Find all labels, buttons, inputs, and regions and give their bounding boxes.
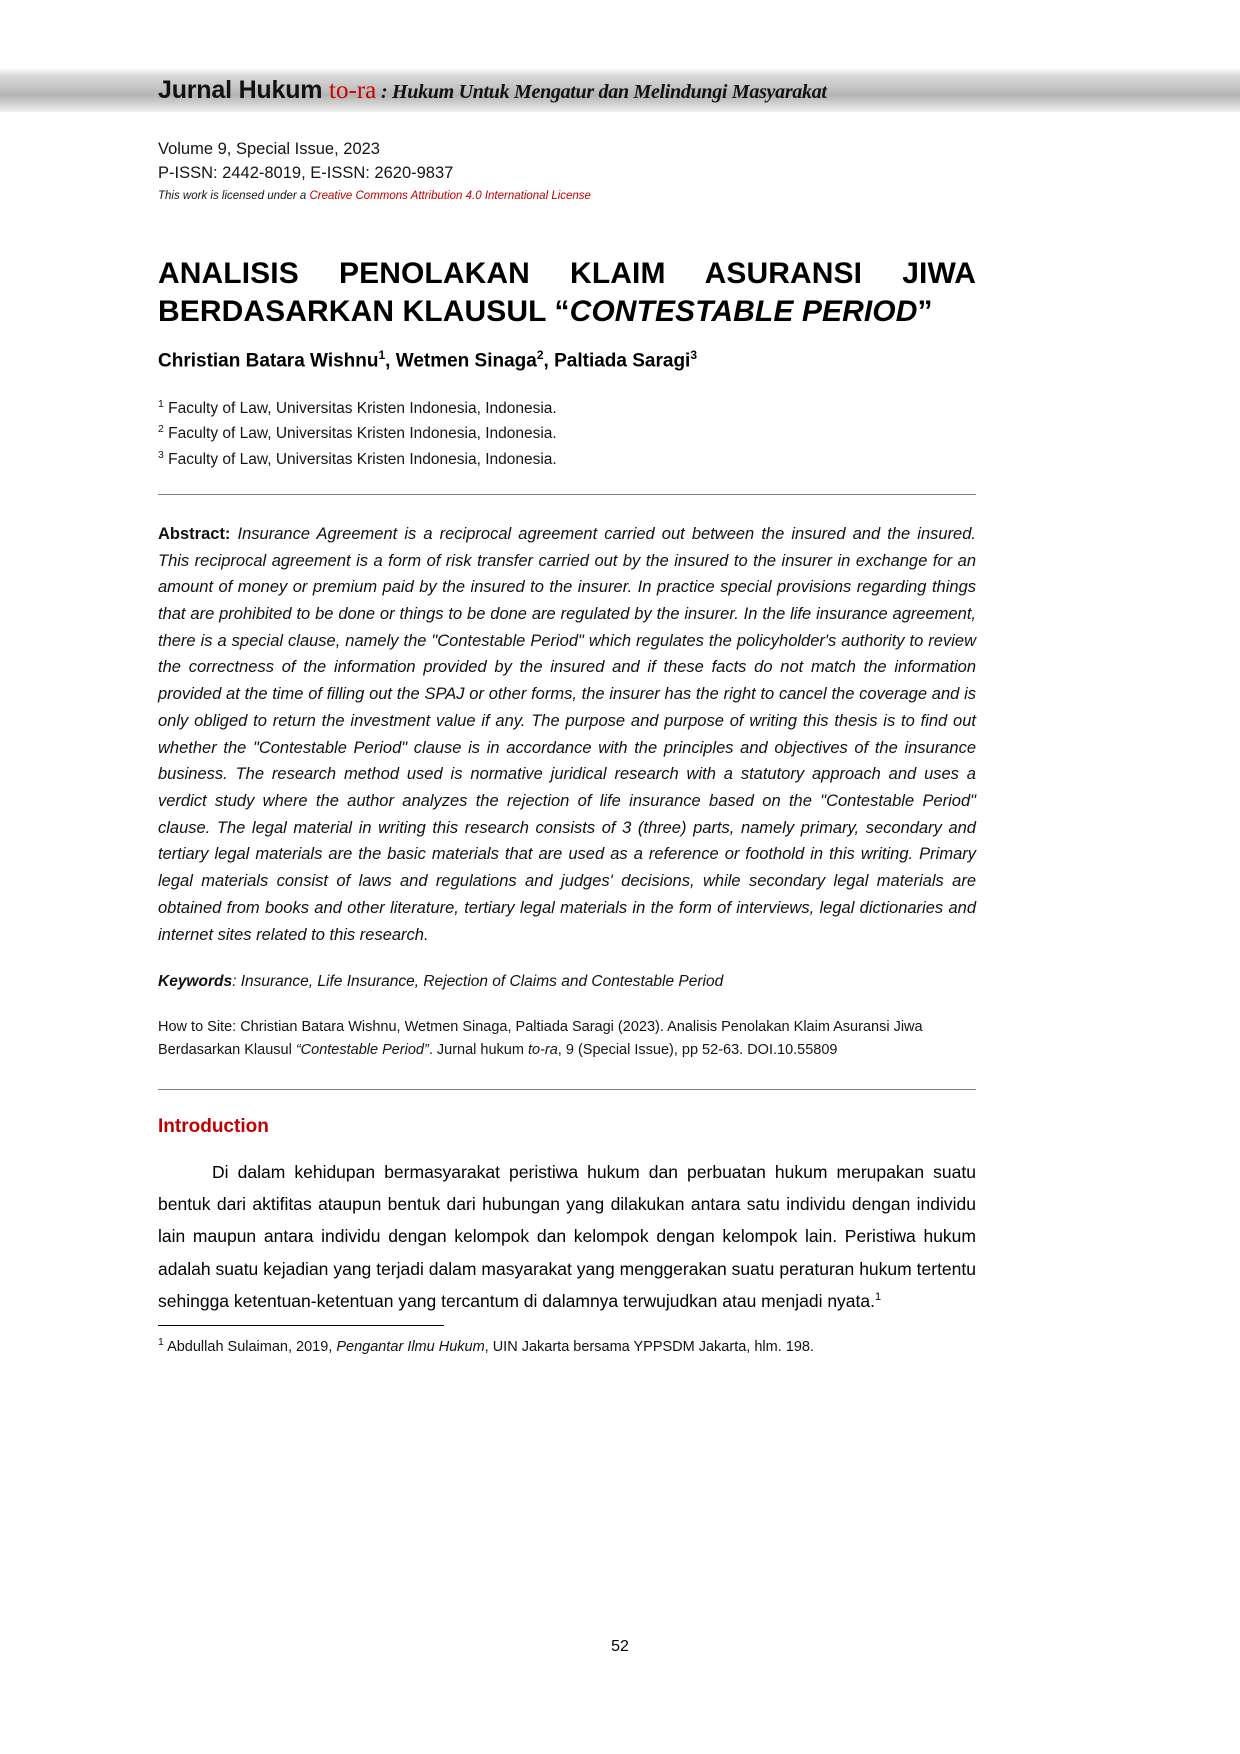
page-content-column: [158, 0, 976, 1359]
footnote-separator-rule: [158, 1325, 444, 1326]
volume-line: Volume 9, Special Issue, 2023: [158, 140, 380, 158]
how-to-cite-part3: , 9 (Special Issue), pp 52-63. DOI.10.55809: [557, 1042, 838, 1059]
introduction-top-divider: [158, 1089, 976, 1090]
keywords-label: Keywords: [158, 973, 233, 991]
abstract-body: Insurance Agreement is a reciprocal agreement carried out between the insured and the insured. This reciprocal agreement is a form of risk transfer carried out by the insured to the insurer in exchange for an amount of money or premium paid by the insured to the insurer. In practice special provisions regarding things that are prohibited to be done or things to be done are regulated by the insurer. In the life insurance agreement, there is a special clause, namely the "Contestable Period" which regulates the policyholder's authority to review the correctness of the information provided by the insured and if these facts do not match the information provided at the time of filling out the SPAJ or other forms, the insurer has the right to cancel the coverage and is only obliged to return the investment value if any. The purpose and purpose of writing this thesis is to find out whether the "Contestable Period" clause is in accordance with the principles and objectives of the insurance business. The research method used is normative juridical research with a statutory approach and uses a verdict study where the author analyzes the rejection of life insurance based on the "Contestable Period" clause. The legal material in writing this research consists of 3 (three) parts, namely primary, secondary and tertiary legal materials are the basic materials that are used as a reference or foothold in this writing. Primary legal materials consist of laws and regulations and judges' decisions, while secondary legal materials are obtained from books and other literature, tertiary legal materials in the form of interviews, legal dictionaries and internet sites related to this research.: [158, 524, 976, 944]
license-prefix-text: This work is licensed under a: [158, 189, 310, 202]
how-to-cite-italic-journal: to-ra: [527, 1042, 558, 1059]
how-to-cite-part2: . Jurnal hukum: [428, 1042, 528, 1059]
introduction-paragraph-text: Di dalam kehidupan bermasyarakat peristiwa hukum dan perbuatan hukum merupakan suatu bentuk dari aktifitas ataupun bentuk dari hubungan yang dilakukan antara satu individu dengan individu lain maupun antara individu dengan kelompok dan kelompok dengan kelompok lain. Peristiwa hukum adalah suatu kejadian yang terjadi dalam masyarakat yang menggerakan suatu peraturan hukum tertentu sehingga ketentuan-ketentuan yang tercantum di dalamnya terwujudkan atau menjadi nyata.: [158, 1161, 976, 1312]
article-title-part1: ANALISIS PENOLAKAN KLAIM ASURANSI JIWA BERDASARKAN KLAUSUL “: [158, 256, 976, 328]
author-affiliation-marker-2: 2: [536, 348, 544, 363]
author-name-3: , Paltiada Saragi: [543, 350, 691, 372]
article-title-italic: CONTESTABLE PERIOD: [569, 294, 918, 328]
license-link[interactable]: Creative Commons Attribution 4.0 International License: [309, 189, 591, 202]
footnote-marker: 1: [158, 1336, 164, 1349]
affiliation-list: [158, 396, 976, 472]
affiliation-text: Faculty of Law, Universitas Kristen Indonesia, Indonesia.: [163, 425, 557, 443]
affiliation-marker: 2: [158, 423, 164, 436]
masthead-subtitle: : Hukum Untuk Mengatur dan Melindungi Masyarakat: [376, 80, 827, 103]
abstract-block: [158, 521, 976, 949]
abstract-top-divider: [158, 494, 976, 495]
author-name-2: , Wetmen Sinaga: [385, 350, 537, 372]
affiliation-item: [158, 447, 976, 472]
footnote-part1: Abdullah Sulaiman, 2019,: [163, 1339, 337, 1356]
affiliation-text: Faculty of Law, Universitas Kristen Indonesia, Indonesia.: [163, 450, 557, 468]
masthead-tora-label: to-ra: [329, 76, 377, 104]
page-number: 52: [611, 1638, 629, 1655]
article-title: [158, 255, 976, 332]
how-to-cite-part1: How to Site: Christian Batara Wishnu, Wetmen Sinaga, Paltiada Saragi (2023). Analisis Penolakan Klaim Asuransi Jiwa Berdasarkan Klausul: [158, 1018, 923, 1059]
masthead-title: Jurnal Hukum: [158, 75, 330, 104]
keywords-separator: :: [232, 973, 241, 991]
affiliation-marker: 3: [158, 448, 164, 461]
affiliation-marker: 1: [158, 398, 164, 411]
footnote-part2: , UIN Jakarta bersama YPPSDM Jakarta, hlm. 198.: [484, 1339, 814, 1356]
article-title-part2: ”: [917, 294, 933, 328]
abstract-label: Abstract:: [158, 524, 231, 543]
affiliation-item: [158, 396, 976, 421]
how-to-cite-italic-title: “Contestable Period”: [295, 1042, 429, 1059]
introduction-paragraph: [158, 1156, 976, 1318]
affiliation-item: [158, 421, 976, 446]
author-affiliation-marker-3: 3: [690, 348, 698, 363]
footnote-reference-marker[interactable]: 1: [875, 1291, 882, 1304]
keywords-value: Insurance, Life Insurance, Rejection of Claims and Contestable Period: [240, 973, 724, 991]
journal-meta-block: [158, 138, 976, 205]
footnote-entry: [158, 1335, 976, 1359]
footnote-italic-title: Pengantar Ilmu Hukum: [336, 1339, 485, 1356]
author-affiliation-marker-1: 1: [378, 348, 386, 363]
author-name-1: Christian Batara Wishnu: [158, 350, 379, 372]
author-list: [158, 348, 976, 374]
keywords-block: [158, 970, 976, 993]
license-line: [158, 188, 976, 205]
affiliation-text: Faculty of Law, Universitas Kristen Indonesia, Indonesia.: [163, 400, 557, 418]
section-heading-introduction: Introduction: [158, 1115, 269, 1137]
issn-line: P-ISSN: 2442-8019, E-ISSN: 2620-9837: [158, 163, 454, 182]
how-to-cite-block: [158, 1016, 976, 1063]
